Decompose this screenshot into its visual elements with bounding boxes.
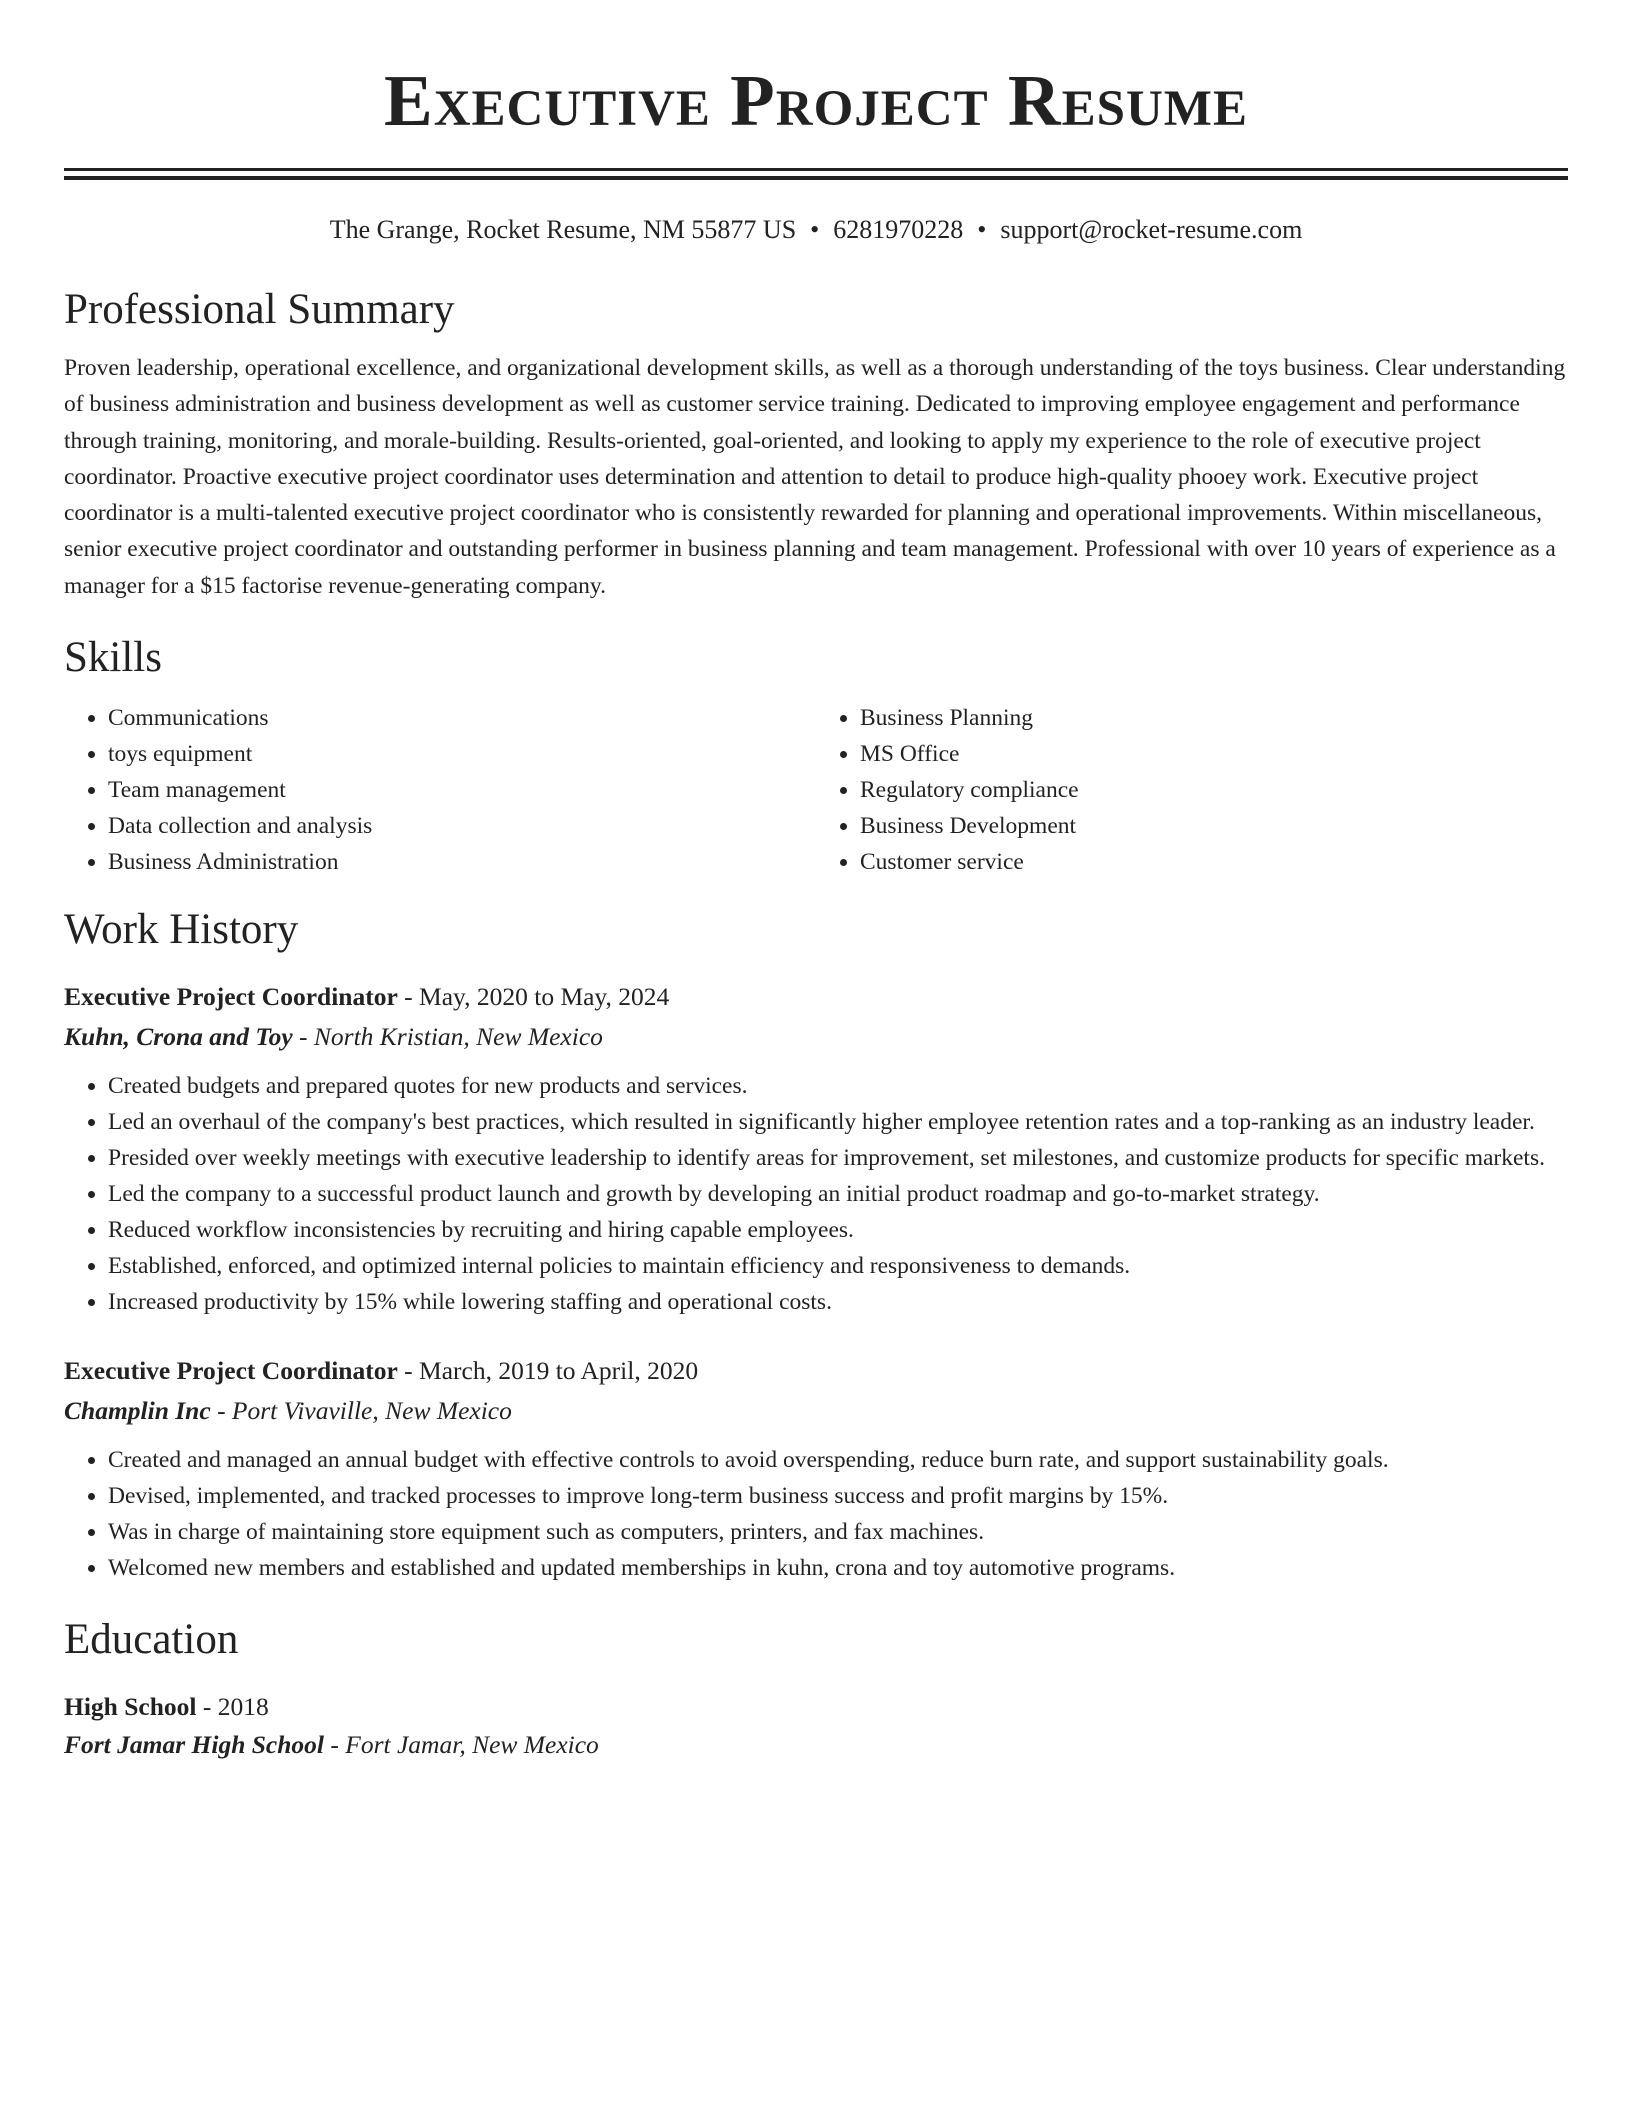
skill-item: • Data collection and analysis	[108, 808, 816, 844]
job-bullet: • Led an overhaul of the company's best practices, which resulted in significantly higher employee retention rates and a top-ranking as an industry leader.	[108, 1104, 1568, 1140]
job-bullet: • Reduced workflow inconsistencies by recruiting and hiring capable employees.	[108, 1212, 1568, 1248]
job-company: Kuhn, Crona and Toy	[64, 1022, 293, 1052]
job-dates: - March, 2019 to April, 2020	[397, 1356, 699, 1386]
job-bullet: • Welcomed new members and established and updated memberships in kuhn, crona and toy automotive programs.	[108, 1550, 1568, 1586]
skill-item: • Regulatory compliance	[860, 772, 1568, 808]
education-degree-line	[64, 1690, 1568, 1724]
contact-address: The Grange, Rocket Resume, NM 55877 US	[329, 215, 797, 244]
job-company-line	[64, 1020, 1568, 1054]
education-school: Fort Jamar High School	[64, 1730, 325, 1760]
job-bullet: • Created budgets and prepared quotes for new products and services.	[108, 1068, 1568, 1104]
work-history-heading: Work History	[64, 906, 299, 954]
skill-item: • Communications	[108, 700, 816, 736]
education-year: - 2018	[196, 1692, 269, 1722]
professional-summary-text: Proven leadership, operational excellence, and organizational development skills, as well as a thorough understanding of the toys business. Clear understanding of business administration and business development as well as customer service training. Dedicated to improving employee engagement and performance through training, monitoring, and morale-building. Results-oriented, goal-oriented, and looking to apply my experience to the role of executive project coordinator. Proactive executive project coordinator uses determination and attention to detail to produce high-quality phooey work. Executive project coordinator is a multi-talented executive project coordinator who is consistently rewarded for planning and operational improvements. Within miscellaneous, senior executive project coordinator and outstanding performer in business planning and team management. Professional with over 10 years of experience as a manager for a $15 factorise revenue-generating company.	[64, 355, 1566, 599]
job-location: - Port Vivaville, New Mexico	[210, 1396, 512, 1426]
education-heading: Education	[64, 1616, 239, 1664]
contact-separator: •	[977, 215, 987, 244]
skill-item: • Business Planning	[860, 700, 1568, 736]
job-title: Executive Project Coordinator	[64, 1356, 398, 1386]
job-bullets	[64, 1068, 1568, 1320]
education-school-line	[64, 1728, 1568, 1762]
skill-item: • Team management	[108, 772, 816, 808]
job-dates: - May, 2020 to May, 2024	[397, 982, 670, 1012]
education-entry	[64, 1690, 1568, 1762]
education-degree: High School	[64, 1692, 197, 1722]
skills-list	[64, 700, 1568, 880]
job-bullet: • Was in charge of maintaining store equipment such as computers, printers, and fax machines.	[108, 1514, 1568, 1550]
job-location: - North Kristian, New Mexico	[292, 1022, 603, 1052]
title-divider	[64, 168, 1568, 180]
contact-line	[64, 214, 1568, 246]
skill-item: • Business Development	[860, 808, 1568, 844]
skills-column-left	[64, 700, 816, 880]
skill-item: • Business Administration	[108, 844, 816, 880]
skills-column-right	[816, 700, 1568, 880]
job-title: Executive Project Coordinator	[64, 982, 398, 1012]
skill-item: • toys equipment	[108, 736, 816, 772]
job-title-line	[64, 980, 1568, 1014]
job-title-line	[64, 1354, 1568, 1388]
job-bullet: • Led the company to a successful product launch and growth by developing an initial product roadmap and go-to-market strategy.	[108, 1176, 1568, 1212]
skill-item: • Customer service	[860, 844, 1568, 880]
education-location: - Fort Jamar, New Mexico	[324, 1730, 599, 1760]
job-entry	[64, 980, 1568, 1320]
contact-email[interactable]: support@rocket-resume.com	[1000, 215, 1303, 244]
professional-summary-heading: Professional Summary	[64, 286, 455, 333]
job-bullet: • Created and managed an annual budget with effective controls to avoid overspending, reduce burn rate, and support sustainability goals.	[108, 1442, 1568, 1478]
skills-heading: Skills	[64, 634, 162, 682]
skill-item: • MS Office	[860, 736, 1568, 772]
job-company: Champlin Inc	[64, 1396, 211, 1426]
job-bullet: • Presided over weekly meetings with executive leadership to identify areas for improvement, set milestones, and customize products for specific markets.	[108, 1140, 1568, 1176]
job-entry	[64, 1354, 1568, 1586]
job-bullet: • Devised, implemented, and tracked processes to improve long-term business success and profit margins by 15%.	[108, 1478, 1568, 1514]
job-company-line	[64, 1394, 1568, 1428]
job-bullets	[64, 1442, 1568, 1586]
contact-phone[interactable]: 6281970228	[833, 215, 964, 244]
job-bullet: • Established, enforced, and optimized internal policies to maintain efficiency and responsiveness to demands.	[108, 1248, 1568, 1284]
resume-title: Executive Project Resume	[384, 60, 1248, 141]
contact-separator: •	[810, 215, 820, 244]
job-bullet: • Increased productivity by 15% while lowering staffing and operational costs.	[108, 1284, 1568, 1320]
